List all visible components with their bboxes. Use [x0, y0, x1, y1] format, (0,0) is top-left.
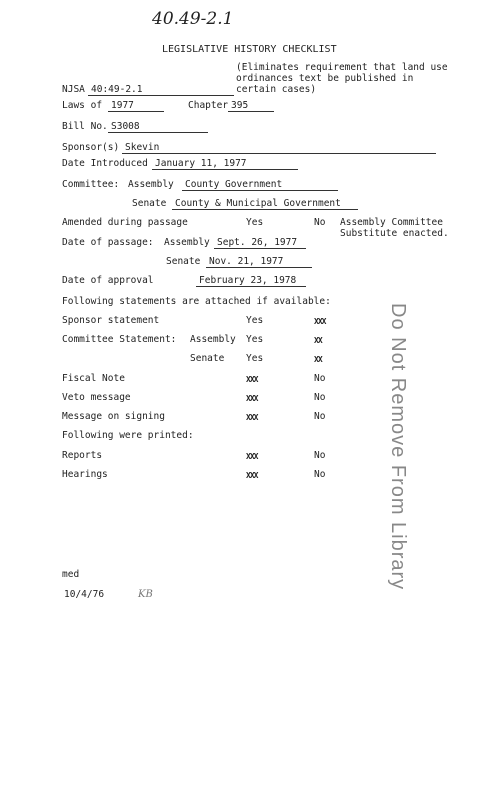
bill-value: S3008	[108, 121, 208, 133]
amended-label: Amended during passage	[62, 217, 188, 228]
row-no-struck: XXX	[314, 317, 326, 326]
date-of-approval-label: Date of approval	[62, 275, 154, 286]
committee-assembly-value: County Government	[182, 179, 338, 191]
laws-of-value: 1977	[108, 100, 164, 112]
row-label: Message on signing	[62, 411, 165, 422]
row-yes-struck: XXX	[246, 394, 258, 403]
page-title: LEGISLATIVE HISTORY CHECKLIST	[162, 44, 337, 55]
row-yes-struck: XXX	[246, 471, 258, 480]
row-no-struck: XX	[314, 336, 322, 345]
chapter-label: Chapter	[188, 100, 229, 111]
row-no: No	[314, 411, 326, 422]
printed-header: Following were printed:	[62, 430, 194, 441]
committee-assembly-label: Assembly	[128, 179, 174, 190]
handwritten-number: 40.49-2.1	[152, 9, 234, 29]
library-stamp: Do Not Remove From Library	[387, 303, 409, 591]
committee-senate-value: County & Municipal Government	[172, 198, 358, 210]
handwritten-initials: KB	[138, 589, 153, 600]
row-yes: Yes	[246, 315, 264, 326]
note-line-2: ordinances text be published in	[236, 73, 414, 84]
row-label: Fiscal Note	[62, 373, 125, 384]
njsa-value: 40:49-2.1	[88, 84, 234, 96]
note-line-1: (Eliminates requirement that land use	[236, 62, 448, 73]
passage-senate-label: Senate	[166, 256, 201, 267]
date-introduced-value: January 11, 1977	[152, 158, 298, 170]
committee-senate-label: Senate	[132, 198, 167, 209]
row-no-struck: XX	[314, 355, 322, 364]
chapter-value: 395	[228, 100, 274, 112]
amended-yes: Yes	[246, 217, 264, 228]
row-no: No	[314, 373, 326, 384]
row-yes-struck: XXX	[246, 413, 258, 422]
row-label: Hearings	[62, 469, 108, 480]
date-of-approval-value: February 23, 1978	[196, 275, 306, 287]
attached-header: Following statements are attached if available:	[62, 296, 331, 307]
row-sub-label: Assembly	[190, 334, 236, 345]
row-yes-struck: XXX	[246, 375, 258, 384]
row-no: No	[314, 392, 326, 403]
row-no: No	[314, 469, 326, 480]
committee-label: Committee:	[62, 179, 120, 190]
footer-initials: med	[62, 569, 80, 580]
date-introduced-label: Date Introduced	[62, 158, 148, 169]
amended-note-2: Substitute enacted.	[340, 228, 449, 239]
passage-senate-value: Nov. 21, 1977	[206, 256, 312, 268]
bill-label: Bill No.	[62, 121, 108, 132]
row-yes-struck: XXX	[246, 452, 258, 461]
footer-date: 10/4/76	[64, 589, 105, 600]
date-of-passage-label: Date of passage:	[62, 237, 154, 248]
row-yes: Yes	[246, 334, 264, 345]
laws-of-label: Laws of	[62, 100, 103, 111]
note-line-3: certain cases)	[236, 84, 317, 95]
njsa-label: NJSA	[62, 84, 85, 95]
amended-no: No	[314, 217, 326, 228]
sponsor-value: Skevin	[122, 142, 436, 154]
row-label: Sponsor statement	[62, 315, 160, 326]
row-label: Committee Statement:	[62, 334, 177, 345]
row-label: Reports	[62, 450, 103, 461]
row-yes: Yes	[246, 353, 264, 364]
amended-note-1: Assembly Committee	[340, 217, 443, 228]
row-no: No	[314, 450, 326, 461]
passage-assembly-value: Sept. 26, 1977	[214, 237, 306, 249]
row-label: Veto message	[62, 392, 131, 403]
sponsor-label: Sponsor(s)	[62, 142, 120, 153]
row-sub-label: Senate	[190, 353, 225, 364]
passage-assembly-label: Assembly	[164, 237, 210, 248]
